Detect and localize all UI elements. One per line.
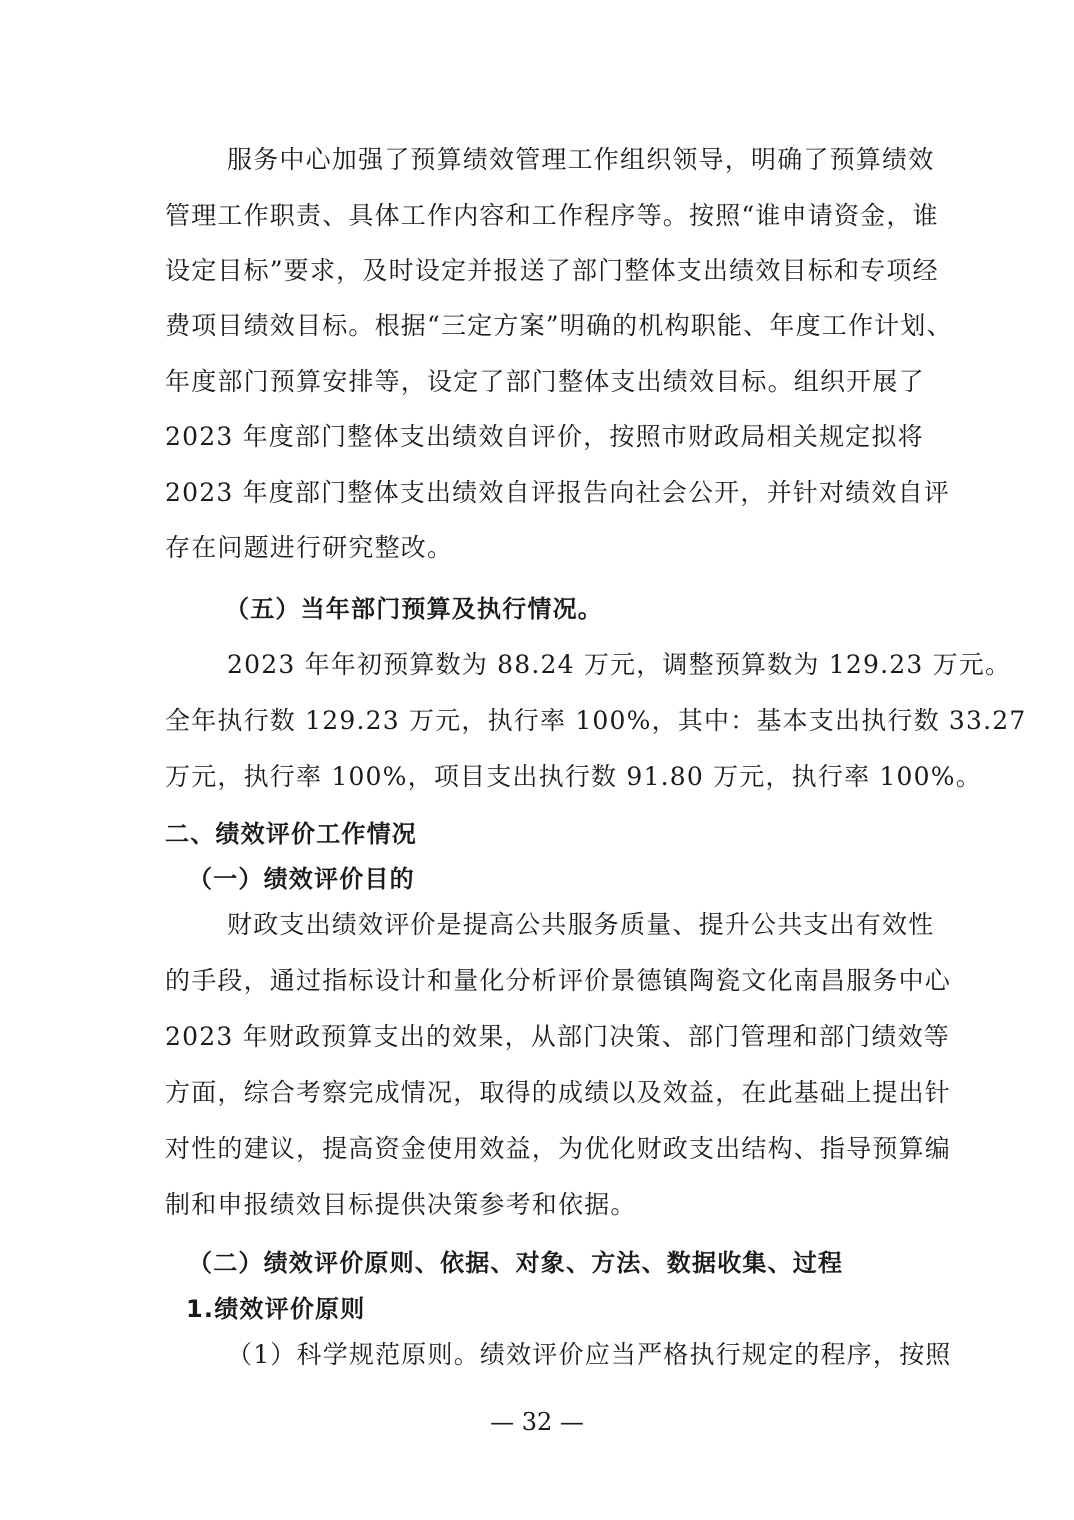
section-heading: （一）绩效评价目的 — [188, 865, 415, 893]
text-line: 2023 年财政预算支出的效果，从部门决策、部门管理和部门绩效等 — [165, 1022, 950, 1051]
chapter-heading: 二、绩效评价工作情况 — [165, 820, 417, 848]
text-line: （1）科学规范原则。绩效评价应当严格执行规定的程序，按照 — [227, 1340, 952, 1369]
text-line: 制和申报绩效目标提供决策参考和依据。 — [165, 1190, 637, 1219]
text-line: 设定目标”要求，及时设定并报送了部门整体支出绩效目标和专项经 — [165, 256, 939, 285]
text-line: 费项目绩效目标。根据“三定方案”明确的机构职能、年度工作计划、 — [165, 311, 953, 340]
text-line: 2023 年年初预算数为 88.24 万元，调整预算数为 129.23 万元。 — [227, 650, 1012, 679]
subsection-heading: 1.绩效评价原则 — [186, 1295, 366, 1323]
section-heading: （五）当年部门预算及执行情况。 — [225, 595, 603, 623]
text-line: 对性的建议，提高资金使用效益，为优化财政支出结构、指导预算编 — [165, 1134, 952, 1163]
section-heading: （二）绩效评价原则、依据、对象、方法、数据收集、过程 — [188, 1249, 844, 1277]
text-line: 万元，执行率 100%，项目支出执行数 91.80 万元，执行率 100%。 — [165, 762, 982, 791]
text-line: 方面，综合考察完成情况，取得的成绩以及效益，在此基础上提出针 — [165, 1078, 952, 1107]
text-line: 2023 年度部门整体支出绩效自评报告向社会公开，并针对绩效自评 — [165, 478, 950, 507]
text-line: 财政支出绩效评价是提高公共服务质量、提升公共支出有效性 — [227, 910, 935, 939]
text-line: 服务中心加强了预算绩效管理工作组织领导，明确了预算绩效 — [227, 145, 935, 174]
text-line: 存在问题进行研究整改。 — [165, 533, 454, 562]
text-line: 年度部门预算安排等，设定了部门整体支出绩效目标。组织开展了 — [165, 367, 925, 396]
text-line: 的手段，通过指标设计和量化分析评价景德镇陶瓷文化南昌服务中心 — [165, 966, 952, 995]
text-line: 全年执行数 129.23 万元，执行率 100%，其中：基本支出执行数 33.27 — [165, 706, 1027, 735]
text-line: 2023 年度部门整体支出绩效自评价，按照市财政局相关规定拟将 — [165, 422, 924, 451]
page-number: — 32 — — [490, 1408, 584, 1436]
text-line: 管理工作职责、具体工作内容和工作程序等。按照“谁申请资金，谁 — [165, 201, 939, 230]
